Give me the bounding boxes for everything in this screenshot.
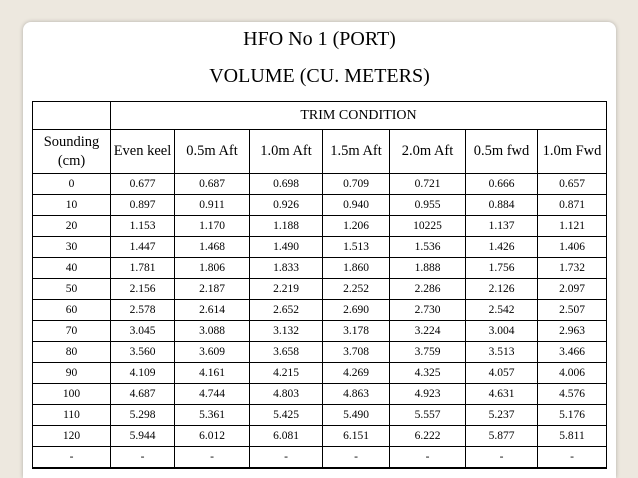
table-row <box>33 300 607 321</box>
col-header-1-0m-aft: 1.0m Aft <box>250 130 323 174</box>
trim-condition-header: TRIM CONDITION <box>111 102 607 130</box>
table-cell: 1.137 <box>466 216 538 237</box>
table-cell: 2.097 <box>538 279 607 300</box>
table-cell: 4.057 <box>466 363 538 384</box>
table-cell: 1.206 <box>323 216 390 237</box>
table-cell: 0.657 <box>538 174 607 195</box>
table-cell: 4.006 <box>538 363 607 384</box>
table-cell: 0.709 <box>323 174 390 195</box>
table-cell: 1.490 <box>250 237 323 258</box>
title-line-1: HFO No 1 (PORT) <box>243 28 396 50</box>
col-header-even-keel: Even keel <box>111 130 175 174</box>
table-cell: 0.940 <box>323 195 390 216</box>
table-row <box>33 279 607 300</box>
table-row <box>33 321 607 342</box>
table-cell: 90 <box>33 363 111 384</box>
table-cell: 2.690 <box>323 300 390 321</box>
table-cell: 5.425 <box>250 405 323 426</box>
table-cell: 1.860 <box>323 258 390 279</box>
table-row <box>33 342 607 363</box>
table-cell: 1.756 <box>466 258 538 279</box>
table-cell: 1.426 <box>466 237 538 258</box>
table-cell: 0.721 <box>390 174 466 195</box>
table-cell: 2.542 <box>466 300 538 321</box>
table-cell: 0.897 <box>111 195 175 216</box>
table-cell: 0.911 <box>175 195 250 216</box>
table-cell: 3.088 <box>175 321 250 342</box>
table-row <box>33 405 607 426</box>
table-cell: 1.188 <box>250 216 323 237</box>
table-cell: 4.325 <box>390 363 466 384</box>
table-cell: 4.576 <box>538 384 607 405</box>
table-cell: 6.222 <box>390 426 466 447</box>
table-cell: - <box>33 447 111 469</box>
table-cell: 4.863 <box>323 384 390 405</box>
table-cell: 0.871 <box>538 195 607 216</box>
table-cell: 70 <box>33 321 111 342</box>
table-cell: 1.781 <box>111 258 175 279</box>
table-cell: 10225 <box>390 216 466 237</box>
table-cell: 2.614 <box>175 300 250 321</box>
table-cell: 5.176 <box>538 405 607 426</box>
table-cell: 1.806 <box>175 258 250 279</box>
table-cell: 4.923 <box>390 384 466 405</box>
table-cell: 5.811 <box>538 426 607 447</box>
table-cell: 4.215 <box>250 363 323 384</box>
col-header-0-5m-aft: 0.5m Aft <box>175 130 250 174</box>
table-cell: 4.109 <box>111 363 175 384</box>
table-cell: 3.513 <box>466 342 538 363</box>
header-row-trim <box>33 102 607 130</box>
table-cell: 2.156 <box>111 279 175 300</box>
table-cell: 60 <box>33 300 111 321</box>
table-row <box>33 258 607 279</box>
table-cell: 4.269 <box>323 363 390 384</box>
col-header-1-0m-fwd: 1.0m Fwd <box>538 130 607 174</box>
table-cell: 2.219 <box>250 279 323 300</box>
table-cell: 2.578 <box>111 300 175 321</box>
table-cell: 1.406 <box>538 237 607 258</box>
slide <box>23 22 616 478</box>
table-cell: 3.466 <box>538 342 607 363</box>
table-cell: 100 <box>33 384 111 405</box>
header-blank-cell <box>33 102 111 130</box>
table-cell: 80 <box>33 342 111 363</box>
title-line-2: VOLUME (CU. METERS) <box>209 65 430 87</box>
table-cell: 5.557 <box>390 405 466 426</box>
table-cell: 1.121 <box>538 216 607 237</box>
table-cell: 3.224 <box>390 321 466 342</box>
table-cell: 2.187 <box>175 279 250 300</box>
table-cell: 6.012 <box>175 426 250 447</box>
table-cell: 4.803 <box>250 384 323 405</box>
table-cell: 2.730 <box>390 300 466 321</box>
table-cell: 5.490 <box>323 405 390 426</box>
table-cell: 1.888 <box>390 258 466 279</box>
table-cell: - <box>538 447 607 469</box>
table-cell: 6.081 <box>250 426 323 447</box>
table-cell: 0 <box>33 174 111 195</box>
table-cell: 2.652 <box>250 300 323 321</box>
table-cell: 3.609 <box>175 342 250 363</box>
table-cell: 3.045 <box>111 321 175 342</box>
table-cell: 3.560 <box>111 342 175 363</box>
table-cell: 3.004 <box>466 321 538 342</box>
table-cell: 5.877 <box>466 426 538 447</box>
table-row <box>33 384 607 405</box>
col-header-2-0m-aft: 2.0m Aft <box>390 130 466 174</box>
table-cell: 0.677 <box>111 174 175 195</box>
table-cell: - <box>111 447 175 469</box>
table-cell: - <box>466 447 538 469</box>
table-cell: 1.170 <box>175 216 250 237</box>
table-cell: 20 <box>33 216 111 237</box>
table-cell: 6.151 <box>323 426 390 447</box>
table-cell: 0.884 <box>466 195 538 216</box>
table-row <box>33 426 607 447</box>
table-cell: 0.955 <box>390 195 466 216</box>
table-cell: - <box>323 447 390 469</box>
table-cell: 120 <box>33 426 111 447</box>
table-cell: 4.631 <box>466 384 538 405</box>
table-cell: - <box>250 447 323 469</box>
table-cell: 2.963 <box>538 321 607 342</box>
table-cell: 5.237 <box>466 405 538 426</box>
col-header-1-5m-aft: 1.5m Aft <box>323 130 390 174</box>
table-row <box>33 363 607 384</box>
table-cell: 5.944 <box>111 426 175 447</box>
table-cell: 3.708 <box>323 342 390 363</box>
col-header-sounding: Sounding (cm) <box>33 130 111 174</box>
table-cell: 4.161 <box>175 363 250 384</box>
table-cell: 50 <box>33 279 111 300</box>
table-cell: 1.513 <box>323 237 390 258</box>
table-cell: 0.698 <box>250 174 323 195</box>
table-cell: - <box>390 447 466 469</box>
header-row-columns <box>33 130 607 174</box>
table-cell: 1.833 <box>250 258 323 279</box>
table-row <box>33 447 607 469</box>
table-cell: 2.126 <box>466 279 538 300</box>
table-cell: 3.658 <box>250 342 323 363</box>
table-cell: 2.252 <box>323 279 390 300</box>
table-row <box>33 174 607 195</box>
table-cell: 0.926 <box>250 195 323 216</box>
table-row <box>33 195 607 216</box>
volume-table <box>32 101 607 469</box>
col-header-0-5m-fwd: 0.5m fwd <box>466 130 538 174</box>
table-cell: 3.132 <box>250 321 323 342</box>
table-cell: 2.286 <box>390 279 466 300</box>
table-cell: 1.536 <box>390 237 466 258</box>
table-cell: 1.732 <box>538 258 607 279</box>
table-cell: 5.361 <box>175 405 250 426</box>
table-cell: 2.507 <box>538 300 607 321</box>
table-cell: 30 <box>33 237 111 258</box>
table-cell: 4.744 <box>175 384 250 405</box>
table-cell: 3.178 <box>323 321 390 342</box>
table-cell: 1.447 <box>111 237 175 258</box>
table-cell: - <box>175 447 250 469</box>
table-cell: 0.666 <box>466 174 538 195</box>
table-cell: 10 <box>33 195 111 216</box>
table-cell: 4.687 <box>111 384 175 405</box>
table-row <box>33 216 607 237</box>
table-cell: 3.759 <box>390 342 466 363</box>
table-cell: 1.153 <box>111 216 175 237</box>
table-cell: 5.298 <box>111 405 175 426</box>
table-cell: 40 <box>33 258 111 279</box>
table-cell: 110 <box>33 405 111 426</box>
table-cell: 0.687 <box>175 174 250 195</box>
table-cell: 1.468 <box>175 237 250 258</box>
table-row <box>33 237 607 258</box>
